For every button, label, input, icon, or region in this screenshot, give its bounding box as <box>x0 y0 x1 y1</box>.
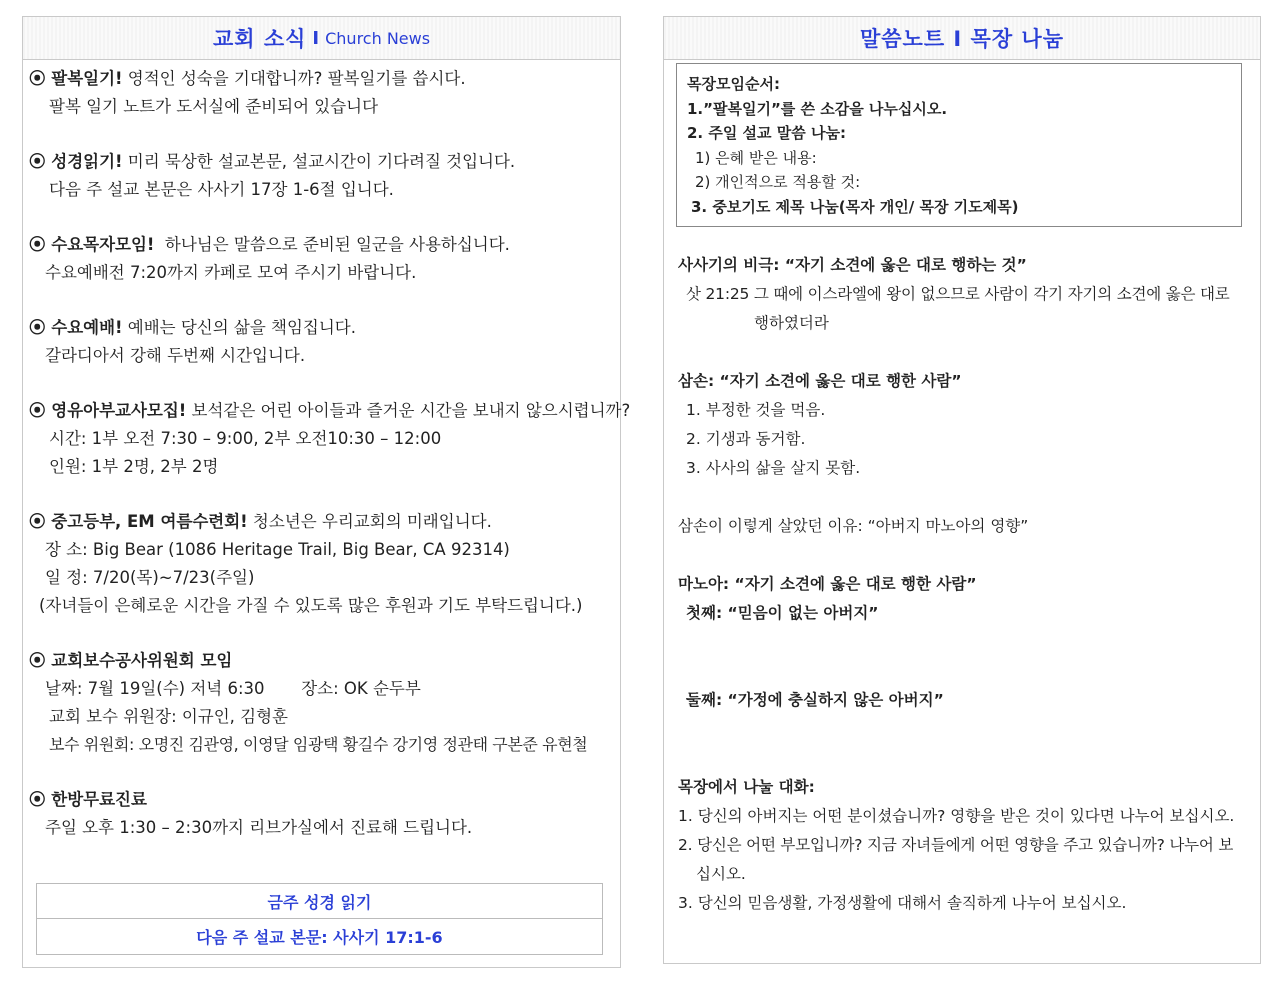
discussion-question-cont: 십시오. <box>696 865 746 883</box>
section-title: 사사기의 비극: “자기 소견에 옳은 대로 행하는 것” <box>678 256 1027 274</box>
target-bullet-icon: ⦿ <box>29 152 52 171</box>
news-item-title: 교회보수공사위원회 모임 <box>51 651 233 670</box>
church-news-list <box>29 65 631 842</box>
sermon-note-panel <box>663 16 1261 964</box>
news-item-text: 보석같은 어린 아이들과 즐거운 시간을 보내지 않으시렵니까? <box>186 401 631 420</box>
church-news-panel <box>22 16 631 968</box>
section-title: 목장에서 나눌 대화: <box>678 778 815 796</box>
news-item-wednesday-worship <box>29 314 614 370</box>
news-item-text: 보수 위원회: 오명진 김관영, 이영달 임광택 황길수 강기영 정관태 구본준 유현철 <box>49 735 588 754</box>
list-item: 2. 기생과 동거함. <box>686 430 806 448</box>
news-item-title: 중고등부, EM 여름수련회! <box>51 512 248 531</box>
meeting-order-substep: 2) 개인적으로 적용할 것: <box>695 173 861 191</box>
news-item-text: 팔복 일기 노트가 도서실에 준비되어 있습니다 <box>49 97 379 116</box>
discussion-question: 2. 당신은 어떤 부모입니까? 지금 자녀들에게 어떤 영향을 주고 있습니까? 나누어 보 <box>678 836 1234 854</box>
scripture-text: 행하였더라 <box>754 314 829 332</box>
news-item-text: 영적인 성숙을 기대합니까? 팔복일기를 씁시다. <box>122 69 466 88</box>
target-bullet-icon: ⦿ <box>29 318 52 337</box>
church-news-title-en: Church News <box>325 28 431 48</box>
news-item-wednesday-shepherd-meeting <box>29 231 614 287</box>
news-item-text: 수요예배전 7:20까지 카페로 모여 주시기 바랍니다. <box>45 263 417 282</box>
point-text: 첫째: “믿음이 없는 아버지” <box>686 604 879 622</box>
news-item-text: 일 정: 7/20(목)~7/23(주일) <box>45 568 255 587</box>
news-item-title: 성경읽기! <box>51 152 123 171</box>
scripture-text: 삿 21:25 그 때에 이스라엘에 왕이 없으므로 사람이 각기 자기의 소견에 옳은 대로 <box>686 285 1230 303</box>
sermon-note-content <box>678 251 1250 918</box>
list-item: 1. 부정한 것을 먹음. <box>686 401 826 419</box>
meeting-order-box <box>676 63 1242 227</box>
news-item-title: 수요목자모임! <box>51 235 155 254</box>
news-item-text: 청소년은 우리교회의 미래입니다. <box>247 512 492 531</box>
news-item-text: 예배는 당신의 삶을 책임집니다. <box>122 318 356 337</box>
news-item-text: 미리 묵상한 설교본문, 설교시간이 기다려질 것입니다. <box>122 152 516 171</box>
meeting-order-step: 3. 중보기도 제목 나눔(목자 개인/ 목장 기도제목) <box>691 197 1019 216</box>
meeting-order-step: 1.”팔복일기”를 쓴 소감을 나누십시오. <box>687 99 948 118</box>
meeting-order-step: 2. 주일 설교 말씀 나눔: <box>687 124 846 142</box>
meeting-order-substep: 1) 은혜 받은 내용: <box>695 148 817 167</box>
header-separator: I <box>312 27 320 49</box>
meeting-order-title: 목장모임순서: <box>687 75 780 93</box>
news-item-title: 팔복일기! <box>51 69 123 88</box>
target-bullet-icon: ⦿ <box>29 651 52 670</box>
news-item-text: (자녀들이 은혜로운 시간을 가질 수 있도록 많은 후원과 기도 부탁드립니다.) <box>39 596 583 615</box>
news-item-renovation-committee <box>29 647 614 759</box>
news-item-text: 갈라디아서 강해 두번째 시간입니다. <box>45 346 306 365</box>
target-bullet-icon: ⦿ <box>29 235 52 254</box>
news-item-text: 시간: 1부 오전 7:30 – 9:00, 2부 오전10:30 – 12:00 <box>49 429 442 448</box>
bible-reading-title: 금주 성경 읽기 <box>37 884 602 919</box>
discussion-question: 1. 당신의 아버지는 어떤 분이셨습니까? 영향을 받은 것이 있다면 나누어 보십시오. <box>678 807 1235 825</box>
section-title: 마노아: “자기 소견에 옳은 대로 행한 사람” <box>678 575 977 593</box>
news-item-bible-reading <box>29 148 614 204</box>
church-news-title-ko: 교회 소식 <box>212 27 307 51</box>
news-item-text: 주일 오후 1:30 – 2:30까지 리브가실에서 진료해 드립니다. <box>45 818 473 837</box>
point-text: 둘째: “가정에 충실하지 않은 아버지” <box>686 691 944 709</box>
news-item-title: 한방무료진료 <box>51 790 147 809</box>
news-item-summer-retreat <box>29 508 614 620</box>
next-sermon-text: 다음 주 설교 본문: 사사기 17:1-6 <box>196 927 443 947</box>
news-item-beatitude-journal <box>29 65 614 121</box>
news-item-text: 인원: 1부 2명, 2부 2명 <box>49 457 219 476</box>
news-item-infant-teacher-recruit <box>29 397 631 481</box>
target-bullet-icon: ⦿ <box>29 69 52 88</box>
news-item-text: 하나님은 말씀으로 준비된 일군을 사용하십니다. <box>154 235 510 254</box>
section-title: 삼손: “자기 소견에 옳은 대로 행한 사람” <box>678 372 962 390</box>
list-item: 3. 사사의 삶을 살지 못함. <box>686 459 861 477</box>
target-bullet-icon: ⦿ <box>29 401 52 420</box>
news-item-free-oriental-clinic <box>29 786 614 842</box>
news-item-text: 날짜: 7월 19일(수) 저녁 6:30 장소: OK 순두부 <box>45 679 421 698</box>
church-news-header <box>23 17 620 60</box>
target-bullet-icon: ⦿ <box>29 790 52 809</box>
news-item-title: 영유아부교사모집! <box>51 401 187 420</box>
news-item-text: 교회 보수 위원장: 이규인, 김형훈 <box>49 707 288 726</box>
sermon-note-title: 말씀노트 I 목장 나눔 <box>859 27 1065 51</box>
news-item-text: 장 소: Big Bear (1086 Heritage Trail, Big Bear, CA 92314) <box>45 540 510 559</box>
news-item-text: 다음 주 설교 본문은 사사기 17장 1-6절 입니다. <box>49 180 394 199</box>
reason-text: 삼손이 이렇게 살았던 이유: “아버지 마노아의 영향” <box>678 517 1029 535</box>
target-bullet-icon: ⦿ <box>29 512 52 531</box>
bible-reading-box <box>36 883 603 955</box>
sermon-note-header <box>664 17 1260 60</box>
news-item-title: 수요예배! <box>51 318 123 337</box>
discussion-question: 3. 당신의 믿음생활, 가정생활에 대해서 솔직하게 나누어 보십시오. <box>678 894 1127 912</box>
